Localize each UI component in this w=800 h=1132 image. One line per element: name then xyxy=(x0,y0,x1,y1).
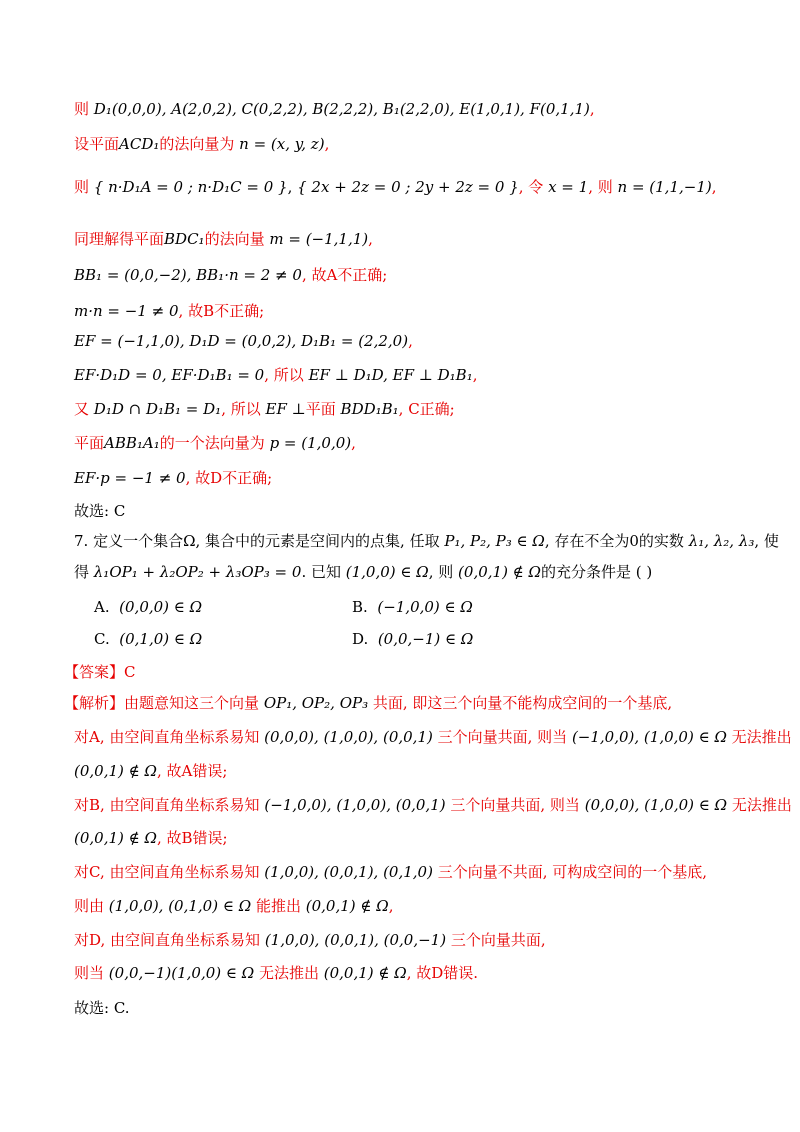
solution-line-option-b: m·n = −1 ≠ 0, 故B不正确; xyxy=(74,302,265,320)
analysis-line-option-c: 对C, 由空间直角坐标系易知 (1,0,0), (0,0,1), (0,1,0) 三个向量不共面, 可构成空间的一个基底, xyxy=(74,863,708,881)
analysis-line-option-d: 对D, 由空间直角坐标系易知 (1,0,0), (0,0,1), (0,0,−1) 三个向量共面, xyxy=(74,931,546,949)
analysis-line-option-a: 对A, 由空间直角坐标系易知 (0,0,0), (1,0,0), (0,0,1) 三个向量共面, 则当 (−1,0,0), (1,0,0) ∈ Ω 无法推出 xyxy=(74,728,792,746)
solution-line-system-of-equations: 则 { n·D₁A = 0 ; n·D₁C = 0 }, { 2x + 2z = 0 ; 2y + 2z = 0 }, 令 x = 1, 则 n = (1,1,−1), xyxy=(74,178,717,196)
question-7-line-2: 得 λ₁OP₁ + λ₂OP₂ + λ₃OP₃ = 0. 已知 (1,0,0) ∈ Ω, 则 (0,0,1) ∉ Ω的充分条件是 ( ) xyxy=(74,563,653,581)
solution-line-option-d: EF·p = −1 ≠ 0, 故D不正确; xyxy=(74,469,273,487)
solution-line-vectors: EF = (−1,1,0), D₁D = (0,0,2), D₁B₁ = (2,2,0), xyxy=(74,332,413,350)
analysis-line-1: 【解析】由题意知这三个向量 OP₁, OP₂, OP₃ 共面, 即这三个向量不能构成空间的一个基底, xyxy=(64,694,673,712)
answer-line: 【答案】C xyxy=(64,663,136,681)
solution-line-plane-bdc1: 同理解得平面BDC₁的法向量 m = (−1,1,1), xyxy=(74,230,373,248)
option-b: B. (−1,0,0) ∈ Ω xyxy=(352,598,473,616)
solution-line-perpendicular: EF·D₁D = 0, EF·D₁B₁ = 0, 所以 EF ⊥ D₁D, EF ⊥ D₁B₁, xyxy=(74,366,478,384)
analysis-line-option-d-cont: 则当 (0,0,−1)(1,0,0) ∈ Ω 无法推出 (0,0,1) ∉ Ω, 故D错误. xyxy=(74,964,479,982)
solution-line-plane-abb1a1: 平面ABB₁A₁的一个法向量为 p = (1,0,0), xyxy=(74,434,356,452)
option-a: A. (0,0,0) ∈ Ω xyxy=(94,598,203,616)
solution-line-option-c: 又 D₁D ∩ D₁B₁ = D₁, 所以 EF ⊥平面 BDD₁B₁, C正确; xyxy=(74,400,455,418)
analysis-line-option-b-cont: (0,0,1) ∉ Ω, 故B错误; xyxy=(74,829,228,847)
analysis-choice-line: 故选: C. xyxy=(74,999,130,1017)
analysis-line-option-a-cont: (0,0,1) ∉ Ω, 故A错误; xyxy=(74,762,228,780)
solution-line-option-a: BB₁ = (0,0,−2), BB₁·n = 2 ≠ 0, 故A不正确; xyxy=(74,266,388,284)
solution-line-normal-vector-setup: 设平面ACD₁的法向量为 n = (x, y, z), xyxy=(74,135,330,153)
question-7-line-1: 7. 定义一个集合Ω, 集合中的元素是空间内的点集, 任取 P₁, P₂, P₃ ∈ Ω, 存在不全为0的实数 λ₁, λ₂, λ₃, 使 xyxy=(74,532,779,550)
option-d: D. (0,0,−1) ∈ Ω xyxy=(352,630,474,648)
solution-line-coordinates: 则 D₁(0,0,0), A(2,0,2), C(0,2,2), B(2,2,2), B₁(2,2,0), E(1,0,1), F(0,1,1), xyxy=(74,100,595,118)
solution-choice-line: 故选: C xyxy=(74,502,126,520)
analysis-line-option-c-cont: 则由 (1,0,0), (0,1,0) ∈ Ω 能推出 (0,0,1) ∉ Ω, xyxy=(74,897,394,915)
option-c: C. (0,1,0) ∈ Ω xyxy=(94,630,203,648)
analysis-line-option-b: 对B, 由空间直角坐标系易知 (−1,0,0), (1,0,0), (0,0,1) 三个向量共面, 则当 (0,0,0), (1,0,0) ∈ Ω 无法推出 xyxy=(74,796,792,814)
